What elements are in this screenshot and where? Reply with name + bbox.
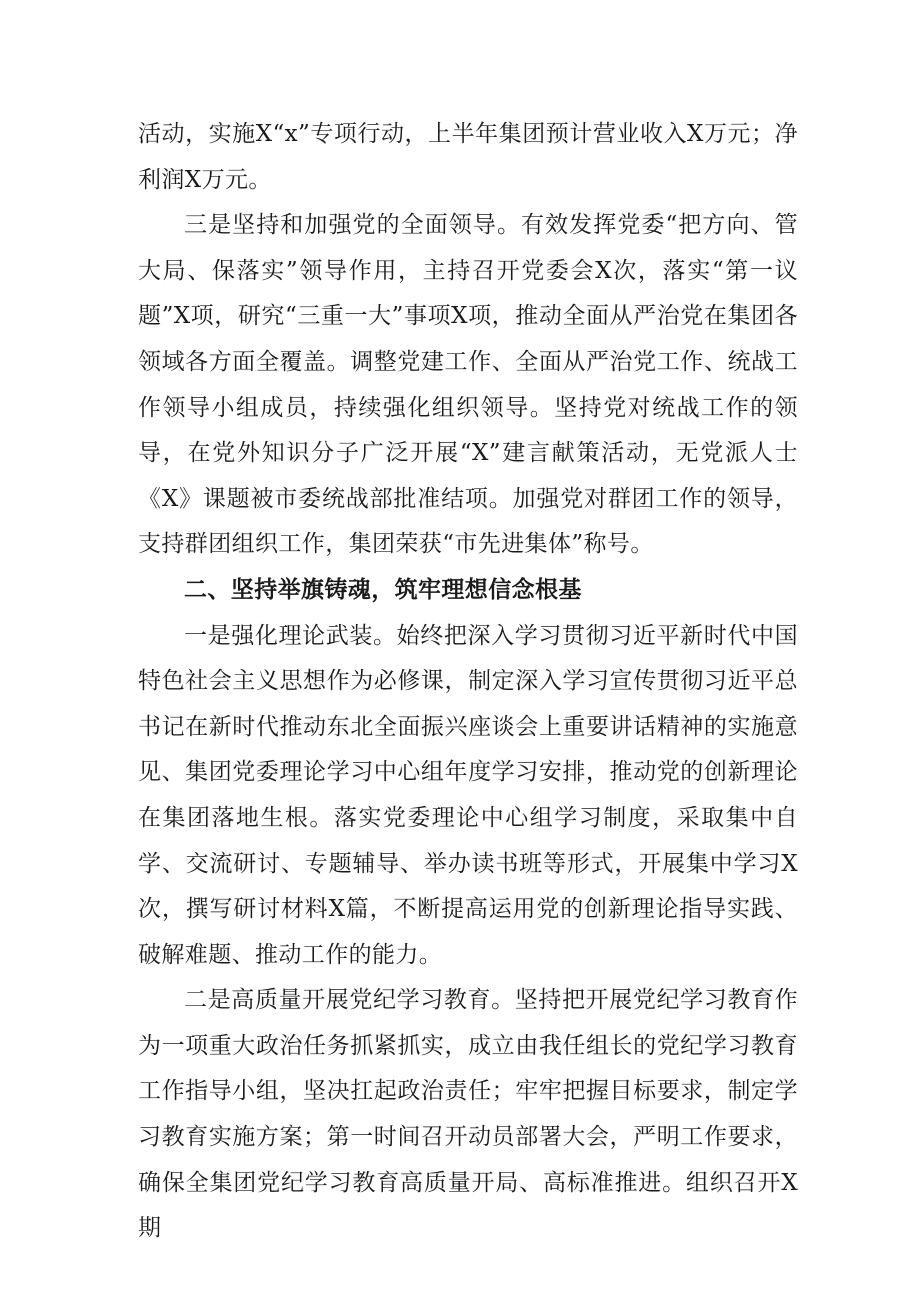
paragraph-continuation: 活动，实施X“x”专项行动，上半年集团预计营业收入X万元；净利润X万元。 — [138, 121, 798, 193]
paragraph-discipline-education: 二是高质量开展党纪学习教育。坚持把开展党纪学习教育作为一项重大政治任务抓紧抓实，成立由我任组长的党纪学习教育工作指导小组，坚决扛起政治责任；牢牢把握目标要求，制定学习教育实施方案；第一时间召开动员部署大会，严明工作要求，确保全集团党纪学习教育高质量开局、高标准推进。组织召开X期 — [138, 987, 798, 1242]
paragraph-party-leadership: 三是坚持和加强党的全面领导。有效发挥党委“把方向、管大局、保落实”领导作用，主持召开党委会X次，落实“第一议题”X项，研究“三重一大”事项X项，推动全面从严治党在集团各领域各方面全覆盖。调整党建工作、全面从严治党工作、统战工作领导小组成员，持续强化组织领导。坚持党对统战工作的领导，在党外知识分子广泛开展“X”建言献策活动，无党派人士《X》课题被市委统战部批准结项。加强党对群团工作的领导，支持群团组织工作，集团荣获“市先进集体”称号。 — [138, 212, 798, 558]
paragraph-theory-study: 一是强化理论武装。始终把深入学习贯彻习近平新时代中国特色社会主义思想作为必修课，制定深入学习宣传贯彻习近平总书记在新时代推动东北全面振兴座谈会上重要讲话精神的实施意见、集团党委理论学习中心组年度学习安排，推动党的创新理论在集团落地生根。落实党委理论中心组学习制度，采取集中自学、交流研讨、专题辅导、举办读书班等形式，开展集中学习X次，撰写研讨材料X篇，不断提高运用党的创新理论指导实践、破解难题、推动工作的能力。 — [138, 622, 798, 968]
section-heading: 二、坚持举旗铸魂，筑牢理想信念根基 — [184, 576, 582, 603]
document-body — [138, 112, 798, 1252]
